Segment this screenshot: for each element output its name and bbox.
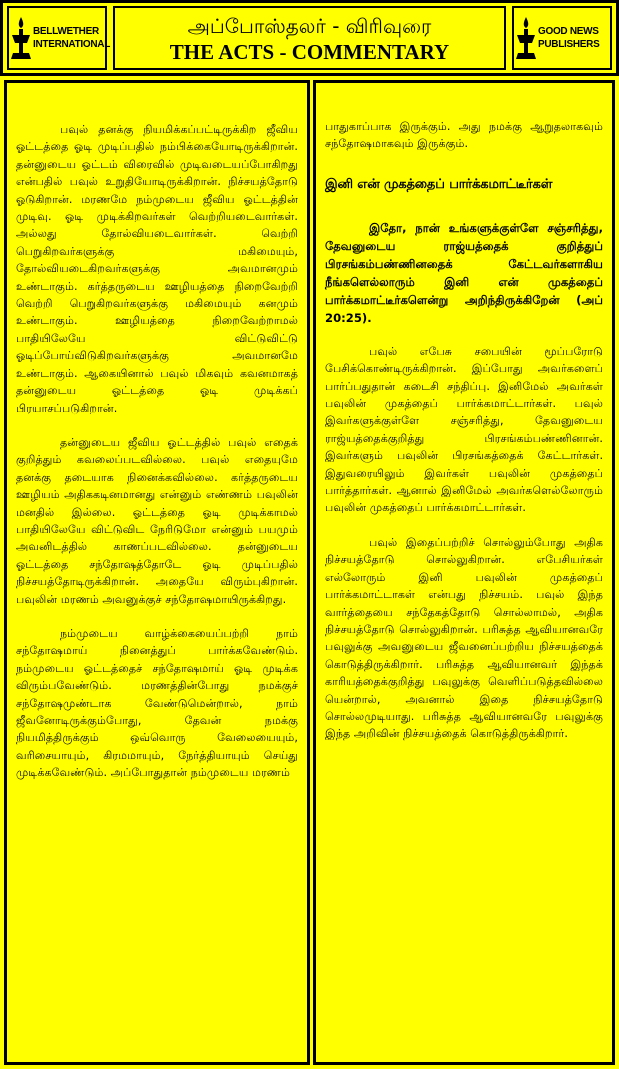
logo-right-line2: PUBLISHERS	[538, 39, 600, 50]
logo-left-line1: BELLWETHER	[33, 26, 99, 37]
logo-left-line2: INTERNATIONAL	[33, 39, 111, 50]
paragraph: தன்னுடைய ஜீவிய ஓட்டத்தில் பவுல் எதைக் குறித்தும் கவலைப்படவில்லை. பவுல் எதையுமே தனக்கு தடையாக நினைக்கவில்லை. கர்த்தருடைய ஊழியம் அதிககடினமானது என்னும் எண்ணம் பவுலின் மனதில் இல்லை. ஓட்டத்தை ஓடி முடிக்காமல் பாதியிலேயே விட்டுவிட நேரிடுமோ என்னும் பயமும் அவனிடத்தில் காணப்படவில்லை. தன்னுடைய ஓட்டத்தை சந்தோஷத்தோடே ஓடி முடிப்பதில் நிச்சயத்தோடிருக்கிறான். அதையே விரும்புகிறான். பவுலின் மரணம் அவனுக்குச் சந்தோஷமாயிருக்கிறது.	[16, 435, 298, 606]
logo-right-line1: GOOD NEWS	[538, 26, 599, 37]
left-column	[4, 80, 310, 1065]
scripture-quote: இதோ, நான் உங்களுக்குள்ளே சஞ்சரித்து, தேவனுடைய ராஜ்யத்தைக் குறித்துப் பிரசங்கம்பண்ணினதைக் கேட்டவர்களாகிய நீங்களெல்லாரும் இனி என் முகத்தைப் பார்க்கமாட்டீர்களென்று அறிந்திருக்கிறேன் (அப் 20:25).	[325, 220, 603, 325]
right-column-text	[325, 118, 603, 760]
title-box	[113, 6, 506, 70]
paragraph: நம்முடைய வாழ்க்கையைப்பற்றி நாம் சந்தோஷமாய் நினைத்துப் பார்க்கவேண்டும். நம்முடைய ஓட்டத்தைச் சந்தோஷமாய் ஓடி முடிக்க விரும்பவேண்டும். மரணத்தின்போது நமக்குச் சந்தோஷமுண்டாக வேண்டுமென்றால், நாம் ஜீவனோடிருக்கும்போது, தேவன் நமக்கு நியமித்திருக்கும் ஒவ்வொரு வேலையையும், வரிசையாயும், கிரமமாயும், நேர்த்தியாயும் செய்து முடிக்கவேண்டும். அப்போதுதான் நம்முடைய மரணம்	[16, 626, 298, 780]
paragraph-continuation: பாதுகாப்பாக இருக்கும். அது நமக்கு ஆறுதலாகவும் சந்தோஷமாகவும் இருக்கும்.	[325, 120, 603, 151]
logo-bellwether-text	[33, 25, 110, 51]
logo-bellwether	[7, 6, 111, 70]
logo-good-news-text	[538, 25, 599, 51]
paragraph: பவுல் தனக்கு நியமிக்கப்பட்டிருக்கிற ஜீவிய ஓட்டத்தை ஓடி முடிப்பதில் நம்பிக்கையோடிருக்கிறான். தன்னுடைய ஓட்டம் விரைவில் முடிவடையப்போகிறது என்பதில் பவுல் உறுதியோடிருக்கிறான். நிச்சயத்தோடு ஓடுகிறான். மரணமே நம்முடைய ஜீவிய ஓட்டத்தின் முடிவு. ஓடி முடிக்கிறவர்கள் வெற்றியடைவார்கள். அல்லது தோல்வியடைவார்கள். வெற்றி பெறுகிறவர்களுக்கு மகிமையும், தோல்வியடைகிறவர்களுக்கு அவமானமும் உண்டாகும். கர்த்தருடைய ஊழியத்தை நிறைவேற்றி வெற்றி பெறுகிறவர்களுக்கு மகிமையும் கனமும் உண்டாகும். ஊழியத்தை நிறைவேற்றாமல் பாதியிலேயே விட்டுவிட்டு ஓடிப்போய்விடுகிறவர்களுக்கு அவமானமே உண்டாகும். ஆகையினால் பவுல் மிகவும் கவனமாகத் தன்னுடைய ஓட்டத்தை ஓடி முடிக்கப் பிரயாசப்படுகிறான்.	[16, 123, 298, 415]
title-tamil: அப்போஸ்தலர் - விரிவுரை	[187, 14, 432, 38]
lamp-icon	[514, 15, 538, 61]
right-column	[313, 80, 615, 1065]
lamp-icon	[9, 15, 33, 61]
paragraph: பவுல் இதைப்பற்றிச் சொல்லும்போது அதிக நிச்சயத்தோடு சொல்லுகிறான். எபேசியர்கள் எல்லோரும் இனி பவுலின் முகத்தைப் பார்க்கமாட்டாகள் என்பது நிச்சயம். பவுல் இந்த வார்த்தையை சந்தேகத்தோடு சொல்லாமல், அதிக நிச்சயத்தோடு சொல்லுகிறான். பரிசுத்த ஆவியானவரே பவுலுக்கு அவனுடைய ஜீவனைப்பற்றிய நிச்சயத்தைக் கொடுத்திருக்கிறார். பரிசுத்த ஆவியானவர் இந்தக் காரியத்தைக்குறித்து பவுலுக்கு வெளிப்படுத்தவில்லை யென்றால், அவனால் இதை நிச்சயத்தோடு சொல்லமுடியாது. பரிசுத்த ஆவியானவரே பவுலுக்கு இந்த அறிவின் நிச்சயத்தைக் கொடுத்திருக்கிறார்.	[325, 535, 603, 741]
logo-good-news	[512, 6, 612, 70]
section-heading: இனி என் முகத்தைப் பார்க்கமாட்டீர்கள்	[325, 176, 553, 192]
header-banner	[0, 0, 619, 76]
left-column-text	[16, 121, 298, 799]
paragraph: பவுல் எபேசு சபையின் மூப்பரோடு பேசிக்கொண்டிருக்கிறான். இப்போது அவர்களைப் பார்ப்பதுதான் கடைசி சந்திப்பு. இனிமேல் அவர்கள் பவுலின் முகத்தைப் பார்க்கமாட்டார்கள். பவுல் இவர்களுக்குள்ளே சஞ்சரித்து, தேவனுடைய ராஜ்யத்தைக்குறித்து பிரசங்கம்பண்ணினான். இவர்களும் பவுலின் பிரசங்கத்தைக் கேட்டார்கள். இதுவரையிலும் இவர்கள் பவுலின் முகத்தைப் பார்த்தார்கள். ஆனால் இனிமேல் அவர்களெல்லோரும் பவுலின் முகத்தைப் பார்க்கமாட்டார்கள்.	[325, 344, 603, 515]
title-english: THE ACTS - COMMENTARY	[169, 40, 450, 64]
